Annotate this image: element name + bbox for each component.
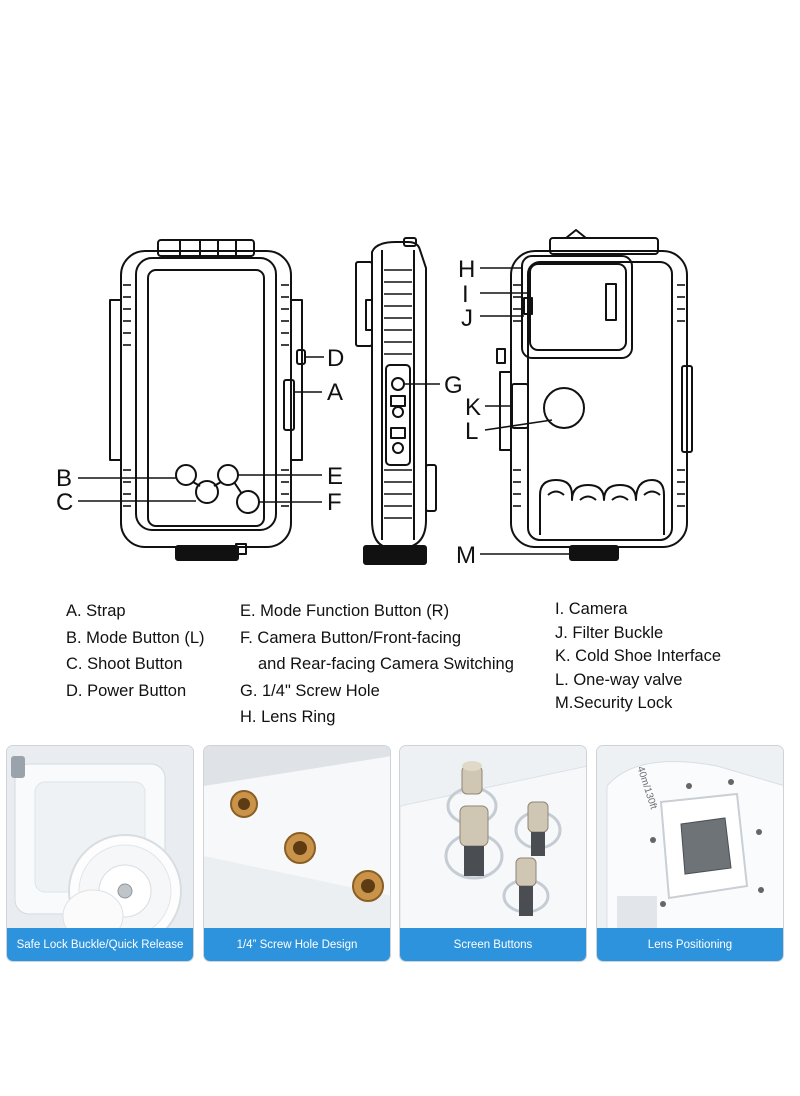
legend-item-d: D. Power Button	[66, 681, 187, 700]
callout-h: H	[458, 256, 476, 283]
photo-caption: Lens Positioning	[597, 928, 783, 961]
callout-k: K	[465, 394, 482, 421]
legend-item-b: B. Mode Button (L)	[66, 628, 205, 647]
legend-item-k: K. Cold Shoe Interface	[555, 647, 722, 666]
legend-item-f: F. Camera Button/Front-facing	[240, 628, 462, 647]
photo-caption: Screen Buttons	[400, 928, 586, 961]
legend-item-j: J. Filter Buckle	[555, 623, 664, 642]
legend-item-m: M.Security Lock	[555, 694, 673, 713]
callout-b: B	[56, 465, 73, 492]
callout-g: G	[444, 372, 463, 399]
side-view	[356, 238, 436, 564]
legend-item-i: I. Camera	[555, 600, 628, 618]
depth-rating-engraving: 40m/130ft	[634, 765, 659, 811]
legend-item-l: L. One-way valve	[555, 670, 683, 689]
callout-d: D	[327, 345, 345, 372]
callout-m: M	[456, 542, 476, 569]
photo-screw-holes	[203, 745, 391, 962]
callout-f: F	[327, 489, 342, 516]
callout-e: E	[327, 463, 344, 490]
photo-quick-release	[6, 745, 194, 962]
front-view	[110, 240, 305, 560]
photo-caption: Safe Lock Buckle/Quick Release	[7, 928, 193, 961]
legend-item-h: H. Lens Ring	[240, 708, 336, 726]
legend-item-f-continued: and Rear-facing Camera Switching	[258, 655, 514, 673]
callout-j: J	[461, 305, 473, 332]
callout-l: L	[465, 418, 479, 445]
back-view	[497, 230, 692, 560]
photo-lens-positioning	[596, 745, 784, 962]
photo-screen-buttons	[399, 745, 587, 962]
callout-i: I	[462, 281, 469, 308]
callout-a: A	[327, 379, 344, 406]
legend-item-e: E. Mode Function Button (R)	[240, 602, 450, 620]
legend-column-1	[66, 598, 205, 704]
photo-caption: 1/4” Screw Hole Design	[204, 928, 390, 961]
legend-column-3	[555, 598, 721, 716]
legend-item-g: G. 1/4" Screw Hole	[240, 681, 380, 700]
callout-c: C	[56, 489, 74, 516]
legend-column-2	[240, 598, 514, 731]
legend-item-c: C. Shoot Button	[66, 655, 183, 673]
legend-item-a: A. Strap	[66, 602, 126, 620]
